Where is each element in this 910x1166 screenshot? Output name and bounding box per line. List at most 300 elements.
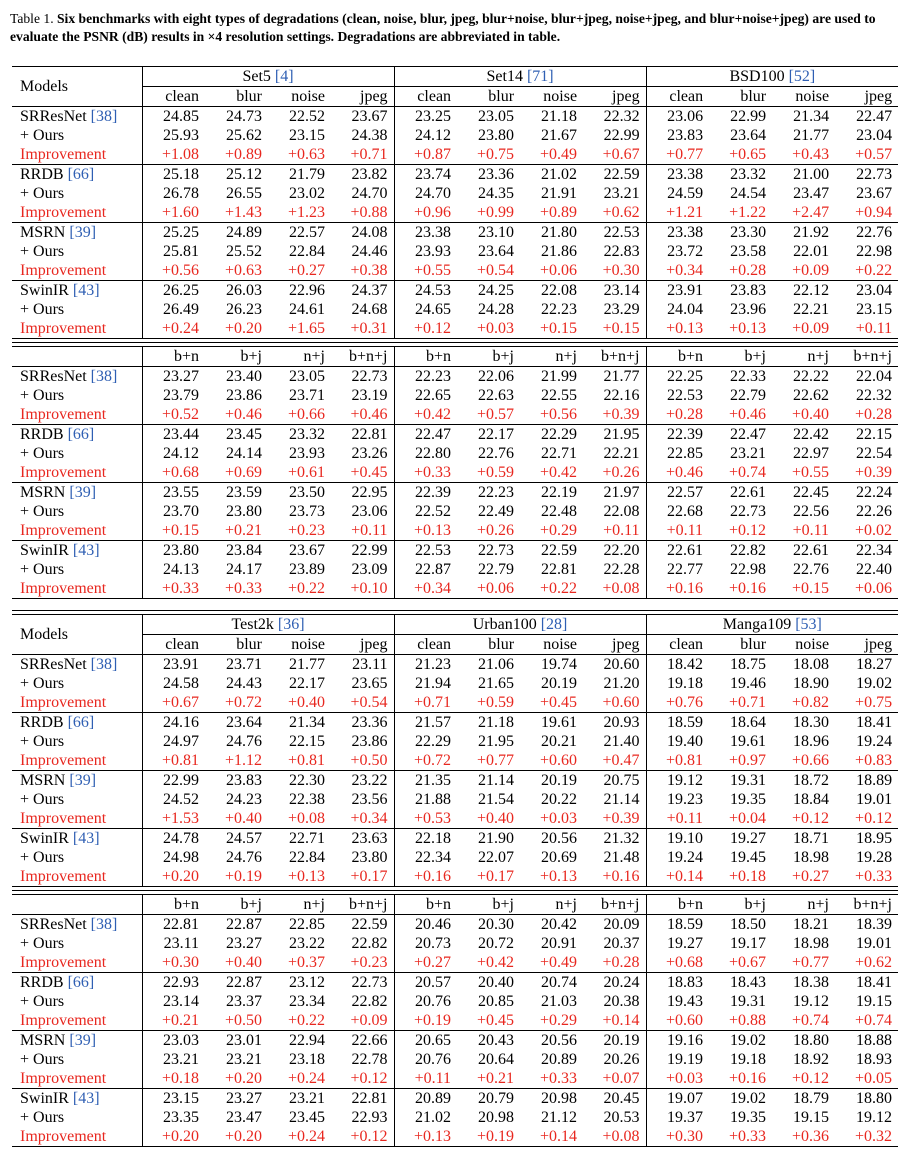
- degradation-header: clean: [646, 635, 709, 655]
- model-label: [12, 655, 142, 675]
- citation-link[interactable]: [28]: [540, 615, 568, 633]
- citation-link[interactable]: [39]: [69, 483, 97, 501]
- psnr-value-cell: +0.72: [394, 751, 457, 771]
- citation-link[interactable]: [43]: [72, 281, 100, 299]
- psnr-value-cell: 24.76: [226, 848, 262, 866]
- dataset-header: [142, 615, 394, 635]
- improvement-row: [12, 319, 898, 338]
- psnr-value-cell: 22.45: [772, 483, 835, 503]
- psnr-value-cell: 20.98: [520, 1089, 583, 1109]
- psnr-value-cell: +0.54: [477, 261, 515, 279]
- table-panel: [12, 894, 898, 1147]
- empty-corner-cell: [12, 895, 142, 915]
- psnr-value-cell: 24.35: [478, 184, 515, 202]
- psnr-table: [12, 347, 898, 598]
- psnr-value-cell: +0.60: [602, 693, 640, 711]
- citation-link[interactable]: [43]: [72, 1089, 100, 1107]
- psnr-value-cell: +1.08: [161, 145, 199, 163]
- citation-link[interactable]: [66]: [67, 165, 95, 183]
- psnr-value-cell: 19.15: [793, 1108, 829, 1126]
- psnr-value-cell: 21.18: [457, 713, 520, 733]
- psnr-value-cell: 22.82: [351, 934, 388, 952]
- citation-link[interactable]: [38]: [90, 367, 118, 385]
- psnr-value-cell: +0.40: [224, 953, 262, 971]
- psnr-value-cell: 23.34: [289, 992, 325, 1010]
- psnr-value-cell: 23.67: [856, 184, 893, 202]
- psnr-value-cell: 18.39: [835, 915, 898, 935]
- psnr-value-cell: 22.71: [541, 444, 577, 462]
- psnr-value-cell: 23.18: [289, 1050, 325, 1068]
- psnr-value-cell: +0.03: [646, 1069, 709, 1089]
- psnr-value-cell: 22.56: [793, 502, 829, 520]
- psnr-value-cell: +0.88: [350, 203, 388, 221]
- psnr-value-cell: 24.78: [142, 829, 205, 849]
- degradation-header: b+n: [173, 347, 199, 365]
- psnr-value-cell: 23.21: [730, 444, 766, 462]
- psnr-value-cell: 23.96: [730, 300, 767, 318]
- psnr-value-cell: +0.06: [854, 579, 892, 597]
- psnr-value-cell: +0.28: [854, 405, 892, 423]
- degradation-header: noise: [291, 635, 325, 653]
- psnr-value-cell: 23.02: [289, 184, 325, 202]
- psnr-value-cell: 23.58: [730, 242, 767, 260]
- psnr-value-cell: 22.52: [268, 107, 331, 127]
- improvement-row: [12, 261, 898, 281]
- psnr-value-cell: 21.32: [583, 829, 646, 849]
- citation-link[interactable]: [38]: [90, 655, 118, 673]
- citation-link[interactable]: [38]: [90, 915, 118, 933]
- psnr-value-cell: 19.35: [730, 1108, 766, 1126]
- psnr-value-cell: 23.91: [142, 655, 205, 675]
- model-label: Improvement: [12, 809, 142, 829]
- psnr-value-cell: 24.73: [205, 107, 268, 127]
- psnr-value-cell: 23.38: [394, 223, 457, 243]
- psnr-value-cell: +0.68: [646, 953, 709, 973]
- psnr-value-cell: +0.04: [729, 809, 767, 827]
- citation-link[interactable]: [43]: [72, 829, 100, 847]
- model-label: Improvement: [12, 953, 142, 973]
- psnr-value-cell: +0.75: [477, 145, 515, 163]
- psnr-value-cell: +0.36: [791, 1127, 829, 1145]
- degradation-header: b+n: [394, 895, 457, 915]
- psnr-value-cell: 23.12: [268, 973, 331, 993]
- psnr-value-cell: 20.56: [520, 1031, 583, 1051]
- psnr-value-cell: 23.45: [205, 425, 268, 445]
- model-label: Improvement: [12, 319, 142, 338]
- psnr-value-cell: 24.23: [226, 790, 262, 808]
- psnr-value-cell: 23.21: [268, 1089, 331, 1109]
- dataset-header: [142, 67, 394, 87]
- model-label: + Ours: [12, 934, 142, 953]
- model-label: [12, 771, 142, 791]
- psnr-value-cell: 23.71: [289, 386, 325, 404]
- psnr-value-cell: 20.38: [603, 992, 640, 1010]
- baseline-row: [12, 1031, 898, 1051]
- psnr-value-cell: 23.83: [646, 126, 709, 145]
- psnr-value-cell: 18.89: [835, 771, 898, 791]
- psnr-value-cell: 22.04: [835, 367, 898, 387]
- model-label: Improvement: [12, 579, 142, 598]
- psnr-value-cell: 21.20: [603, 674, 640, 692]
- psnr-value-cell: 20.22: [541, 790, 578, 808]
- psnr-value-cell: 22.52: [394, 502, 457, 521]
- citation-link[interactable]: [43]: [72, 541, 100, 559]
- psnr-value-cell: 18.79: [772, 1089, 835, 1109]
- psnr-value-cell: 23.40: [205, 367, 268, 387]
- psnr-value-cell: +0.82: [792, 693, 830, 711]
- model-label: + Ours: [12, 444, 142, 463]
- psnr-value-cell: 22.82: [351, 992, 388, 1010]
- psnr-value-cell: 23.47: [793, 184, 830, 202]
- dataset-name: BSD100: [729, 67, 785, 85]
- psnr-value-cell: 24.61: [289, 300, 325, 318]
- psnr-value-cell: 22.23: [457, 483, 520, 503]
- psnr-value-cell: +0.07: [602, 1069, 640, 1087]
- psnr-value-cell: 18.98: [793, 848, 830, 866]
- citation-link[interactable]: [39]: [69, 771, 97, 789]
- panel-separator: [12, 342, 898, 343]
- psnr-value-cell: 22.79: [730, 386, 766, 404]
- psnr-value-cell: 22.30: [268, 771, 331, 791]
- psnr-value-cell: 23.67: [331, 107, 394, 127]
- model-name: RRDB: [20, 973, 64, 991]
- psnr-value-cell: 20.98: [478, 1108, 514, 1126]
- psnr-value-cell: +0.60: [646, 1011, 709, 1031]
- psnr-value-cell: +0.46: [350, 405, 388, 423]
- psnr-value-cell: 21.18: [520, 107, 583, 127]
- degradation-header: n+j: [555, 347, 577, 365]
- psnr-value-cell: 23.01: [205, 1031, 268, 1051]
- psnr-value-cell: 23.36: [331, 713, 394, 733]
- psnr-value-cell: +0.27: [792, 867, 830, 885]
- psnr-value-cell: +0.75: [855, 693, 893, 711]
- psnr-value-cell: 22.34: [835, 541, 898, 561]
- psnr-value-cell: 26.25: [142, 281, 205, 301]
- psnr-value-cell: 22.93: [142, 973, 205, 993]
- psnr-value-cell: +0.45: [540, 693, 578, 711]
- psnr-value-cell: +0.13: [394, 521, 457, 541]
- psnr-value-cell: 19.10: [646, 829, 709, 849]
- psnr-value-cell: 22.32: [856, 386, 892, 404]
- psnr-value-cell: +0.50: [350, 751, 388, 769]
- psnr-value-cell: 20.76: [394, 992, 457, 1011]
- ours-row: [12, 300, 898, 319]
- psnr-value-cell: +0.81: [646, 751, 709, 771]
- citation-link[interactable]: [53]: [795, 615, 822, 633]
- psnr-value-cell: 22.39: [646, 425, 709, 445]
- model-label: Improvement: [12, 261, 142, 281]
- psnr-value-cell: 23.04: [835, 281, 898, 301]
- psnr-value-cell: 19.24: [856, 732, 893, 750]
- citation-link[interactable]: [39]: [69, 1031, 97, 1049]
- psnr-value-cell: 22.53: [646, 386, 709, 405]
- psnr-value-cell: 22.84: [289, 242, 325, 260]
- ours-row: [12, 560, 898, 579]
- psnr-value-cell: +0.23: [350, 953, 388, 971]
- psnr-value-cell: +0.67: [161, 693, 199, 711]
- citation-link[interactable]: [71]: [526, 67, 554, 85]
- citation-link[interactable]: [52]: [788, 67, 816, 85]
- degradation-header: jpeg: [360, 87, 388, 105]
- model-label: [12, 973, 142, 993]
- psnr-value-cell: 20.69: [541, 848, 578, 866]
- psnr-value-cell: 21.02: [394, 1108, 457, 1127]
- psnr-value-cell: 23.84: [205, 541, 268, 561]
- panel-separator: [12, 890, 898, 891]
- psnr-value-cell: 23.65: [351, 674, 388, 692]
- psnr-value-cell: 20.65: [394, 1031, 457, 1051]
- model-label: + Ours: [12, 732, 142, 751]
- psnr-value-cell: 21.90: [457, 829, 520, 849]
- psnr-value-cell: 26.23: [226, 300, 262, 318]
- model-label: [12, 1031, 142, 1051]
- psnr-value-cell: 24.12: [163, 444, 199, 462]
- dataset-header: [394, 615, 646, 635]
- psnr-value-cell: +0.57: [476, 405, 514, 423]
- psnr-value-cell: 22.23: [394, 367, 457, 387]
- citation-link[interactable]: [39]: [69, 223, 97, 241]
- psnr-value-cell: 24.46: [351, 242, 388, 260]
- psnr-value-cell: 22.21: [793, 300, 830, 318]
- dataset-name: Manga109: [722, 615, 792, 633]
- baseline-row: [12, 281, 898, 301]
- psnr-value-cell: 22.48: [541, 502, 577, 520]
- psnr-value-cell: 24.59: [646, 184, 709, 203]
- psnr-value-cell: +0.20: [161, 867, 199, 885]
- ours-row: [12, 242, 898, 261]
- psnr-value-cell: +0.27: [287, 261, 325, 279]
- psnr-value-cell: +0.62: [602, 203, 640, 221]
- psnr-value-cell: 19.12: [856, 1108, 892, 1126]
- psnr-value-cell: +0.99: [477, 203, 515, 221]
- dataset-header: [646, 615, 898, 635]
- psnr-value-cell: 24.76: [226, 732, 262, 750]
- psnr-value-cell: +0.09: [792, 319, 830, 337]
- psnr-value-cell: 26.78: [163, 184, 199, 202]
- psnr-value-cell: +0.11: [603, 521, 640, 539]
- psnr-value-cell: +0.61: [287, 463, 325, 481]
- psnr-value-cell: 18.92: [793, 1050, 829, 1068]
- model-label: [12, 281, 142, 301]
- psnr-value-cell: 22.81: [331, 425, 394, 445]
- psnr-value-cell: +1.53: [161, 809, 199, 827]
- psnr-value-cell: +0.67: [602, 145, 640, 163]
- model-name: MSRN: [20, 223, 66, 241]
- degradation-header-row: [12, 635, 898, 655]
- psnr-value-cell: 18.59: [646, 713, 709, 733]
- psnr-value-cell: +0.20: [224, 319, 262, 337]
- psnr-value-cell: 20.64: [478, 1050, 514, 1068]
- citation-link[interactable]: [66]: [67, 713, 95, 731]
- psnr-value-cell: 20.93: [583, 713, 646, 733]
- ours-row: [12, 502, 898, 521]
- psnr-value-cell: 22.99: [331, 541, 394, 561]
- citation-link[interactable]: [36]: [277, 615, 305, 633]
- psnr-value-cell: +0.77: [791, 953, 829, 971]
- psnr-value-cell: +0.40: [287, 693, 325, 711]
- psnr-value-cell: +0.15: [791, 579, 829, 597]
- psnr-value-cell: +1.60: [161, 203, 199, 221]
- psnr-value-cell: 18.38: [772, 973, 835, 993]
- psnr-value-cell: 24.89: [205, 223, 268, 243]
- psnr-value-cell: +0.77: [477, 751, 515, 769]
- psnr-value-cell: +0.12: [350, 1069, 388, 1087]
- psnr-value-cell: 22.08: [520, 281, 583, 301]
- baseline-row: [12, 483, 898, 503]
- psnr-value-cell: 22.29: [520, 425, 583, 445]
- psnr-value-cell: 23.14: [163, 992, 199, 1010]
- model-label: + Ours: [12, 560, 142, 579]
- psnr-value-cell: 22.24: [835, 483, 898, 503]
- degradation-header: n+j: [807, 347, 829, 365]
- psnr-value-cell: +0.19: [476, 1127, 514, 1145]
- psnr-value-cell: 22.63: [478, 386, 514, 404]
- psnr-value-cell: 20.89: [541, 1050, 577, 1068]
- psnr-value-cell: 22.62: [793, 386, 829, 404]
- psnr-value-cell: +0.81: [161, 751, 199, 769]
- psnr-value-cell: +0.33: [161, 579, 199, 597]
- psnr-value-cell: +0.56: [539, 405, 577, 423]
- psnr-value-cell: 21.99: [520, 367, 583, 387]
- psnr-value-cell: 25.18: [142, 165, 205, 185]
- psnr-value-cell: +0.42: [394, 405, 457, 425]
- psnr-value-cell: +0.68: [161, 463, 199, 481]
- psnr-value-cell: 22.21: [603, 444, 640, 462]
- psnr-value-cell: 19.61: [520, 713, 583, 733]
- degradation-header: n+j: [303, 347, 325, 365]
- psnr-value-cell: +0.18: [161, 1069, 199, 1087]
- psnr-value-cell: 18.90: [793, 674, 830, 692]
- citation-link[interactable]: [4]: [274, 67, 294, 85]
- psnr-value-cell: +2.47: [792, 203, 830, 221]
- psnr-value-cell: 23.50: [268, 483, 331, 503]
- psnr-value-cell: 22.57: [268, 223, 331, 243]
- psnr-value-cell: 20.21: [541, 732, 578, 750]
- psnr-value-cell: 22.22: [772, 367, 835, 387]
- psnr-value-cell: 18.80: [772, 1031, 835, 1051]
- psnr-value-cell: 22.85: [646, 444, 709, 463]
- psnr-value-cell: 22.80: [394, 444, 457, 463]
- psnr-value-cell: +0.29: [539, 1011, 577, 1029]
- psnr-value-cell: 20.46: [394, 915, 457, 935]
- psnr-value-cell: 19.43: [646, 992, 709, 1011]
- psnr-value-cell: +0.13: [287, 867, 325, 885]
- model-label: + Ours: [12, 1050, 142, 1069]
- baseline-row: [12, 655, 898, 675]
- psnr-value-cell: 19.16: [646, 1031, 709, 1051]
- psnr-value-cell: +0.34: [646, 261, 709, 281]
- psnr-value-cell: 20.85: [478, 992, 514, 1010]
- model-label: [12, 223, 142, 243]
- model-label: Improvement: [12, 203, 142, 223]
- degradation-header-row: [12, 895, 898, 915]
- baseline-row: [12, 713, 898, 733]
- model-name: SwinIR: [20, 1089, 69, 1107]
- psnr-value-cell: 21.14: [457, 771, 520, 791]
- psnr-value-cell: 23.63: [331, 829, 394, 849]
- psnr-value-cell: 22.99: [142, 771, 205, 791]
- psnr-value-cell: +0.27: [394, 953, 457, 973]
- psnr-value-cell: 20.40: [457, 973, 520, 993]
- psnr-value-cell: 22.19: [520, 483, 583, 503]
- degradation-header: noise: [291, 87, 325, 105]
- psnr-value-cell: +0.14: [602, 1011, 640, 1029]
- psnr-value-cell: +0.16: [394, 867, 457, 886]
- psnr-value-cell: 23.06: [646, 107, 709, 127]
- psnr-value-cell: 19.46: [730, 674, 767, 692]
- psnr-value-cell: 22.94: [268, 1031, 331, 1051]
- psnr-value-cell: 22.40: [856, 560, 892, 578]
- psnr-value-cell: +0.31: [350, 319, 388, 337]
- psnr-value-cell: 23.27: [205, 1089, 268, 1109]
- citation-link[interactable]: [66]: [67, 425, 95, 443]
- ours-row: [12, 126, 898, 145]
- psnr-value-cell: +0.40: [224, 809, 262, 827]
- psnr-value-cell: +0.19: [224, 867, 262, 885]
- degradation-header: blur: [236, 87, 262, 105]
- psnr-value-cell: 22.29: [394, 732, 457, 751]
- degradation-header-row: [12, 347, 898, 367]
- psnr-value-cell: 22.07: [478, 848, 515, 866]
- citation-link[interactable]: [66]: [67, 973, 95, 991]
- model-label: + Ours: [12, 674, 142, 693]
- model-label: Improvement: [12, 1127, 142, 1146]
- psnr-value-cell: 22.15: [835, 425, 898, 445]
- psnr-value-cell: 22.18: [394, 829, 457, 849]
- psnr-value-cell: 23.10: [457, 223, 520, 243]
- baseline-row: [12, 223, 898, 243]
- psnr-value-cell: 22.54: [856, 444, 892, 462]
- degradation-header: blur: [236, 635, 262, 653]
- psnr-value-cell: 22.12: [772, 281, 835, 301]
- citation-link[interactable]: [38]: [90, 107, 118, 125]
- psnr-value-cell: 21.00: [772, 165, 835, 185]
- model-label: + Ours: [12, 300, 142, 319]
- psnr-value-cell: 22.81: [142, 915, 205, 935]
- psnr-value-cell: 21.95: [583, 425, 646, 445]
- ours-row: [12, 1108, 898, 1127]
- psnr-value-cell: 23.22: [331, 771, 394, 791]
- psnr-value-cell: +0.16: [728, 1069, 766, 1087]
- psnr-value-cell: 20.19: [541, 674, 578, 692]
- psnr-value-cell: 23.21: [603, 184, 640, 202]
- psnr-value-cell: 23.64: [730, 126, 767, 144]
- table-panel: [12, 346, 898, 599]
- psnr-value-cell: +0.37: [287, 953, 325, 971]
- psnr-value-cell: +0.89: [540, 203, 578, 221]
- psnr-value-cell: +0.08: [287, 809, 325, 827]
- psnr-value-cell: +0.24: [287, 1127, 325, 1145]
- psnr-value-cell: 18.84: [793, 790, 830, 808]
- psnr-value-cell: +0.47: [602, 751, 640, 769]
- psnr-value-cell: +0.20: [161, 1127, 199, 1145]
- psnr-value-cell: 22.82: [709, 541, 772, 561]
- psnr-value-cell: 23.86: [351, 732, 388, 750]
- psnr-value-cell: +1.43: [224, 203, 262, 221]
- model-label: Improvement: [12, 463, 142, 483]
- psnr-value-cell: 21.80: [520, 223, 583, 243]
- psnr-value-cell: 22.98: [730, 560, 766, 578]
- psnr-value-cell: +0.69: [224, 463, 262, 481]
- ours-row: [12, 992, 898, 1011]
- psnr-value-cell: 24.98: [163, 848, 199, 866]
- psnr-value-cell: 18.64: [709, 713, 772, 733]
- psnr-value-cell: +1.21: [646, 203, 709, 223]
- model-label: [12, 367, 142, 387]
- psnr-value-cell: +0.52: [161, 405, 199, 423]
- degradation-header: clean: [646, 87, 709, 107]
- psnr-value-cell: 22.68: [646, 502, 709, 521]
